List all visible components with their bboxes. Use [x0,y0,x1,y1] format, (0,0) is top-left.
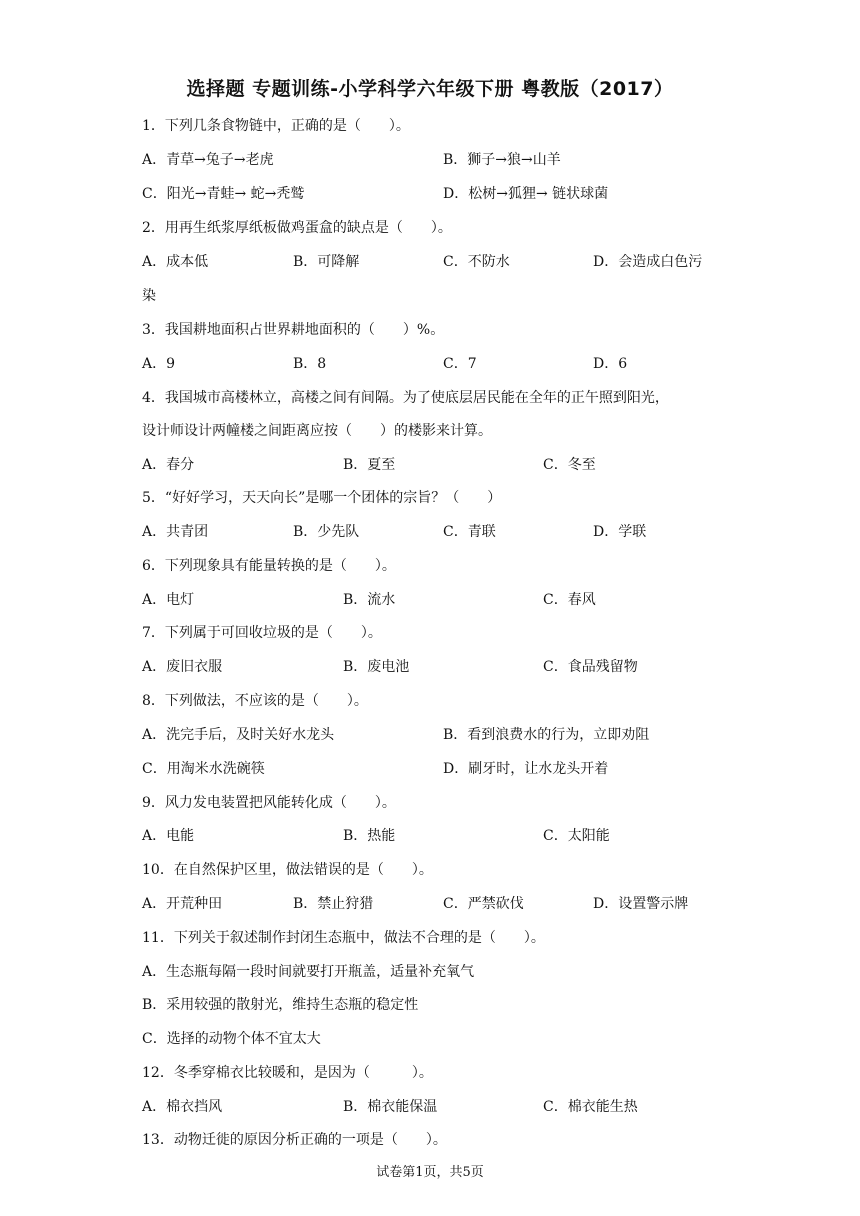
q1-option-c[interactable]: C．阳光→青蛙→ 蛇→秃鹫 [142,186,305,202]
q10-option-b[interactable]: B．禁止狩猎 [293,896,374,912]
q9-option-b[interactable]: B．热能 [343,828,396,844]
q5-option-d[interactable]: D．学联 [593,524,647,540]
question-3-stem: 3．我国耕地面积占世界耕地面积的（ ）%。 [142,322,445,338]
q12-option-a[interactable]: A．棉衣挡风 [142,1099,223,1115]
q8-option-b[interactable]: B．看到浪费水的行为，立即劝阻 [443,727,650,743]
q7-option-c[interactable]: C．食品残留物 [543,659,638,675]
page-title: 选择题 专题训练-小学科学六年级下册 粤教版（2017） [186,78,674,100]
q5-option-c[interactable]: C．青联 [443,524,496,540]
q6-option-c[interactable]: C．春风 [543,592,596,608]
q5-option-a[interactable]: A．共青团 [142,524,209,540]
q9-option-c[interactable]: C．太阳能 [543,828,610,844]
q6-option-b[interactable]: B．流水 [343,592,396,608]
q7-option-a[interactable]: A．废旧衣服 [142,659,223,675]
question-7-stem: 7．下列属于可回收垃圾的是（ ）。 [142,625,382,641]
q1-option-d[interactable]: D．松树→狐狸→ 链状球菌 [443,186,609,202]
q5-option-b[interactable]: B．少先队 [293,524,360,540]
q8-option-c[interactable]: C．用淘米水洗碗筷 [142,761,265,777]
q12-option-b[interactable]: B．棉衣能保温 [343,1099,438,1115]
q7-option-b[interactable]: B．废电池 [343,659,410,675]
q2-option-c[interactable]: C．不防水 [443,254,510,270]
question-4-stem: 4．我国城市高楼林立，高楼之间有间隔。为了使底层居民能在全年的正午照到阳光， [142,390,669,406]
question-6-stem: 6．下列现象具有能量转换的是（ ）。 [142,558,396,574]
q2-option-d-continued: 染 [142,288,156,304]
q10-option-d[interactable]: D．设置警示牌 [593,896,689,912]
q2-option-d[interactable]: D．会造成白色污 [593,254,703,270]
question-9-stem: 9．风力发电装置把风能转化成（ ）。 [142,795,396,811]
q3-option-b[interactable]: B．8 [293,356,327,372]
question-11-stem: 11．下列关于叙述制作封闭生态瓶中，做法不合理的是（ ）。 [142,930,545,946]
q4-option-b[interactable]: B．夏至 [343,457,396,473]
q10-option-a[interactable]: A．开荒种田 [142,896,223,912]
q8-option-a[interactable]: A．洗完手后，及时关好水龙头 [142,727,335,743]
q3-option-c[interactable]: C．7 [443,356,477,372]
q3-option-a[interactable]: A．9 [142,356,176,372]
q8-option-d[interactable]: D．刷牙时，让水龙头开着 [443,761,609,777]
question-1-stem: 1．下列几条食物链中，正确的是（ ）。 [142,118,410,134]
page-footer: 试卷第1页，共5页 [376,1165,484,1180]
question-10-stem: 10．在自然保护区里，做法错误的是（ ）。 [142,862,433,878]
question-5-stem: 5．“好好学习，天天向长”是哪一个团体的宗旨？（ ） [142,490,502,506]
question-12-stem: 12．冬季穿棉衣比较暖和，是因为（ ）。 [142,1065,433,1081]
question-8-stem: 8．下列做法，不应该的是（ ）。 [142,693,368,709]
question-4-stem-line-2: 设计师设计两幢楼之间距离应按（ ）的楼影来计算。 [142,423,492,439]
q1-option-a[interactable]: A．青草→兔子→老虎 [142,152,274,168]
question-2-stem: 2．用再生纸浆厚纸板做鸡蛋盒的缺点是（ ）。 [142,220,452,236]
q4-option-c[interactable]: C．冬至 [543,457,596,473]
q10-option-c[interactable]: C．严禁砍伐 [443,896,524,912]
q11-option-b[interactable]: B．采用较强的散射光，维持生态瓶的稳定性 [142,997,419,1013]
q11-option-a[interactable]: A．生态瓶每隔一段时间就要打开瓶盖，适量补充氧气 [142,964,475,980]
q1-option-b[interactable]: B．狮子→狼→山羊 [443,152,561,168]
q6-option-a[interactable]: A．电灯 [142,592,195,608]
q4-option-a[interactable]: A．春分 [142,457,195,473]
q12-option-c[interactable]: C．棉衣能生热 [543,1099,638,1115]
q3-option-d[interactable]: D．6 [593,356,628,372]
q9-option-a[interactable]: A．电能 [142,828,195,844]
q2-option-a[interactable]: A．成本低 [142,254,209,270]
q11-option-c[interactable]: C．选择的动物个体不宜太大 [142,1031,321,1047]
q2-option-b[interactable]: B．可降解 [293,254,360,270]
question-13-stem: 13．动物迁徙的原因分析正确的一项是（ ）。 [142,1132,447,1148]
